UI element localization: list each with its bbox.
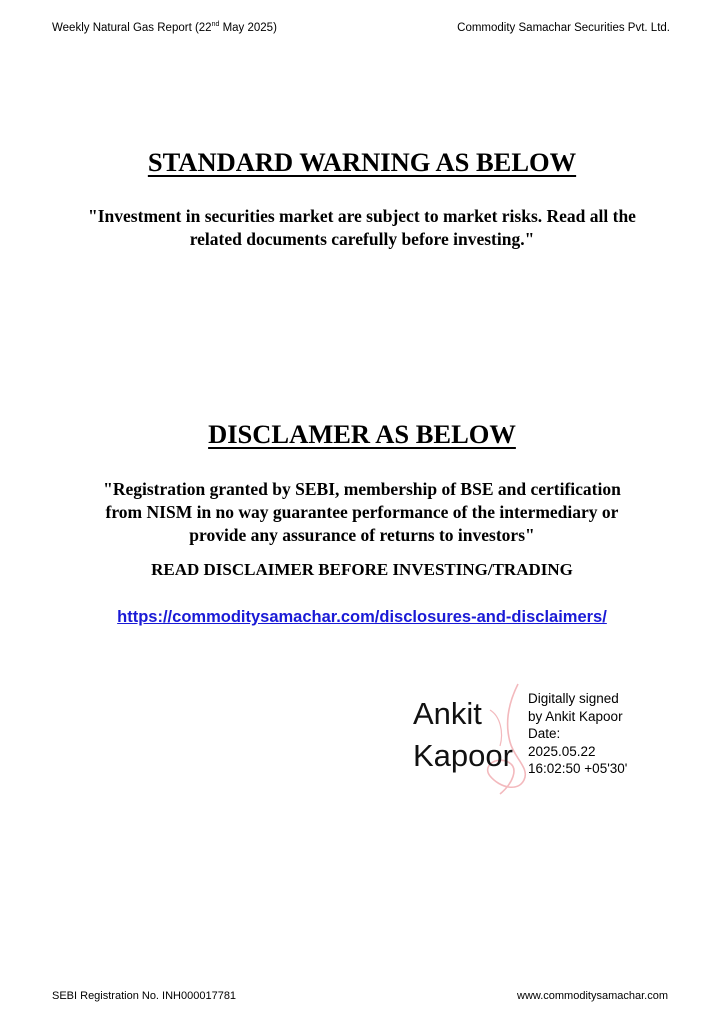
signature-info-line-5: 16:02:50 +05'30'	[528, 761, 628, 776]
warning-heading-text: STANDARD WARNING AS BELOW	[147, 147, 577, 177]
disclaimer-line-2: from NISM in no way guarantee performance of the intermediary or	[105, 502, 619, 522]
warning-heading	[0, 147, 724, 178]
signature-info-line-1: Digitally signed	[528, 691, 619, 706]
signature-info-line-3: Date:	[528, 726, 561, 741]
report-title-header	[52, 22, 277, 34]
digital-signature-info	[528, 690, 627, 778]
signature-info-line-4: 2025.05.22	[528, 743, 596, 759]
warning-line-1: "Investment in securities market are subject to market risks. Read all the	[88, 206, 636, 226]
report-date-superscript: nd	[211, 21, 220, 29]
disclaimer-line-1: "Registration granted by SEBI, membership of BSE and certification	[103, 479, 621, 499]
disclaimer-text	[40, 478, 684, 547]
disclaimer-heading	[0, 419, 724, 450]
company-name-header: Commodity Samachar Securities Pvt. Ltd.	[457, 22, 670, 34]
report-title-prefix: Weekly Natural Gas Report (22	[52, 22, 212, 34]
report-title-suffix: May 2025)	[219, 22, 277, 34]
sebi-registration-footer: SEBI Registration No. INH000017781	[52, 990, 237, 1002]
disclaimer-heading-text: DISCLAMER AS BELOW	[208, 419, 516, 449]
signature-first-name: Ankit	[413, 696, 482, 731]
signature-last-name: Kapoor	[413, 738, 513, 773]
signature-info-line-2: by Ankit Kapoor	[528, 708, 623, 724]
warning-text	[40, 205, 684, 251]
website-footer: www.commoditysamachar.com	[517, 990, 668, 1002]
disclaimer-link[interactable]: https://commoditysamachar.com/disclosures-and-disclaimers/	[117, 608, 607, 626]
warning-line-2: related documents carefully before investing."	[189, 229, 535, 249]
disclaimer-line-3: provide any assurance of returns to investors"	[189, 525, 535, 545]
read-disclaimer-notice: READ DISCLAIMER BEFORE INVESTING/TRADING	[151, 560, 573, 579]
